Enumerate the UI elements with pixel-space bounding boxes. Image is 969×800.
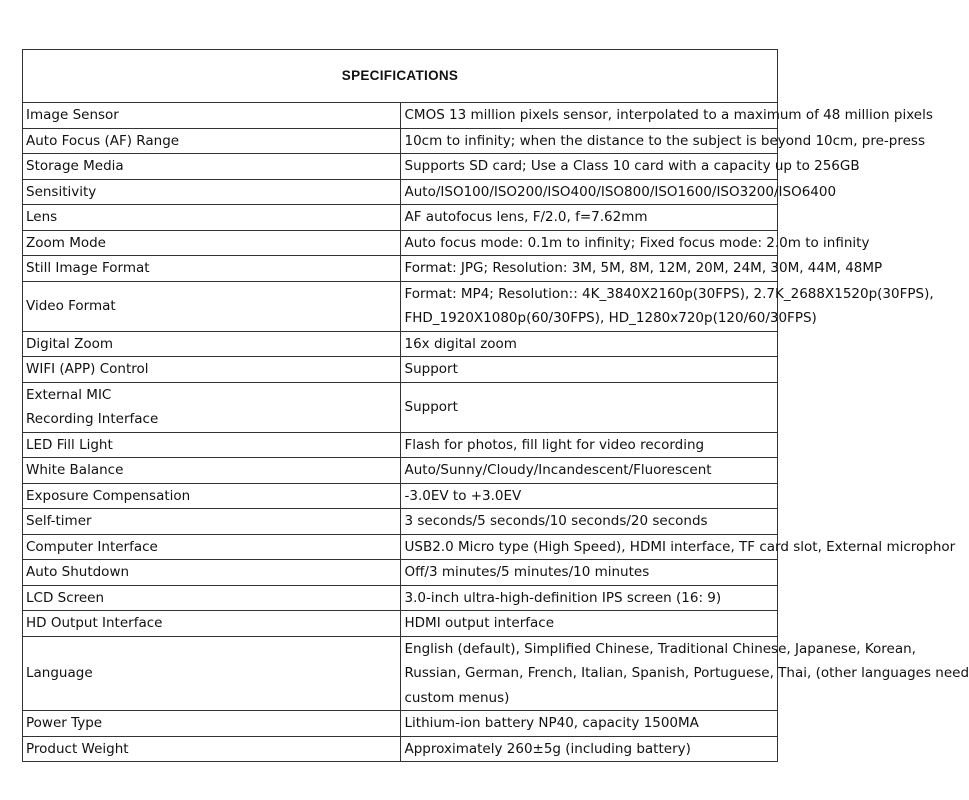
spec-label-line: HD Output Interface xyxy=(26,615,163,631)
spec-label-line: Zoom Mode xyxy=(26,234,106,251)
spec-label xyxy=(23,154,401,180)
table-row xyxy=(23,357,778,383)
spec-label-line: Language xyxy=(26,665,93,681)
spec-label-line: Lens xyxy=(26,209,58,225)
table-row xyxy=(23,230,778,256)
spec-label-line: LED Fill Light xyxy=(26,436,113,453)
table-row xyxy=(23,636,778,711)
spec-label-line: Storage Media xyxy=(26,158,124,174)
table-row xyxy=(23,483,778,509)
spec-value xyxy=(400,534,956,560)
spec-value-line: English (default), Simplified Chinese, Traditional Chinese, Japanese, Korean, xyxy=(404,640,916,657)
spec-label xyxy=(23,331,401,357)
spec-value xyxy=(400,382,778,432)
spec-label xyxy=(23,534,401,560)
spec-label-line: Auto Shutdown xyxy=(26,564,130,580)
spec-value xyxy=(400,585,778,611)
spec-value-line: Auto/ISO100/ISO200/ISO400/ISO800/ISO1600/ISO3200/ISO6400 xyxy=(404,183,837,200)
spec-label xyxy=(23,711,401,737)
spec-value-line: 3.0-inch ultra-high-definition IPS screen (16: 9) xyxy=(404,589,722,606)
spec-label xyxy=(23,230,401,256)
table-row xyxy=(23,458,778,484)
spec-label-line: Image Sensor xyxy=(26,107,119,123)
spec-value-line: -3.0EV to +3.0EV xyxy=(404,487,522,504)
table-row xyxy=(23,331,778,357)
spec-label-line: Video Format xyxy=(26,297,116,314)
spec-value-line: Format: MP4; Resolution:: 4K_3840X2160p(30FPS), 2.7K_2688X1520p(30FPS), xyxy=(404,285,934,302)
spec-value-line: Auto/Sunny/Cloudy/Incandescent/Fluorescent xyxy=(404,462,712,478)
spec-label xyxy=(23,483,401,509)
spec-value-line: 10cm to infinity; when the distance to the subject is beyond 10cm, pre-press xyxy=(404,132,925,149)
spec-value-line: Format: JPG; Resolution: 3M, 5M, 8M, 12M, 20M, 24M, 30M, 44M, 48MP xyxy=(404,260,883,276)
spec-value xyxy=(400,154,860,180)
spec-value xyxy=(400,357,778,383)
table-row xyxy=(23,256,778,282)
spec-value-line: Lithium-ion battery NP40, capacity 1500MA xyxy=(404,715,699,731)
table-row xyxy=(23,560,778,586)
spec-value-line: Support xyxy=(404,361,458,377)
spec-value xyxy=(400,205,778,231)
spec-label xyxy=(23,585,401,611)
table-row xyxy=(23,281,778,331)
table-row xyxy=(23,736,778,762)
spec-value xyxy=(400,711,778,737)
spec-label-line: White Balance xyxy=(26,462,124,478)
spec-label xyxy=(23,205,401,231)
spec-value-line: Auto focus mode: 0.1m to infinity; Fixed focus mode: 2.0m to infinity xyxy=(404,234,870,251)
spec-label xyxy=(23,611,401,637)
spec-label-line: Auto Focus (AF) Range xyxy=(26,132,180,149)
table-row xyxy=(23,128,778,154)
spec-value-line: HDMI output interface xyxy=(404,615,554,631)
spec-label xyxy=(23,432,401,458)
spec-value-line: USB2.0 Micro type (High Speed), HDMI interface, TF card slot, External microphor xyxy=(404,538,956,555)
table-row xyxy=(23,509,778,535)
spec-sheet xyxy=(22,49,969,762)
spec-label-line: Product Weight xyxy=(26,740,129,757)
spec-value-line: Supports SD card; Use a Class 10 card with a capacity up to 256GB xyxy=(404,158,860,174)
spec-value xyxy=(400,736,778,762)
table-row xyxy=(23,382,778,432)
spec-value-line: 3 seconds/5 seconds/10 seconds/20 seconds xyxy=(404,513,708,529)
spec-label-line: Digital Zoom xyxy=(26,335,113,352)
spec-label xyxy=(23,128,401,154)
spec-value xyxy=(400,509,778,535)
spec-label-line: WIFI (APP) Control xyxy=(26,361,149,377)
spec-value-line: custom menus) xyxy=(404,689,510,706)
spec-value xyxy=(400,230,870,256)
table-title: SPECIFICATIONS xyxy=(23,50,778,103)
spec-label xyxy=(23,382,401,432)
spec-value xyxy=(400,611,778,637)
spec-label xyxy=(23,736,401,762)
table-row xyxy=(23,205,778,231)
spec-value-line: Russian, German, French, Italian, Spanish, Portuguese, Thai, (other languages need xyxy=(404,665,969,681)
spec-value xyxy=(400,103,933,129)
spec-value xyxy=(400,128,925,154)
spec-value xyxy=(400,636,969,711)
spec-value-line: Approximately 260±5g (including battery) xyxy=(404,740,691,757)
specifications-table xyxy=(22,49,969,762)
spec-value xyxy=(400,256,883,282)
spec-label-line: Self-timer xyxy=(26,513,92,529)
spec-label xyxy=(23,509,401,535)
spec-value-line: AF autofocus lens, F/2.0, f=7.62mm xyxy=(404,209,648,225)
table-row xyxy=(23,611,778,637)
spec-label xyxy=(23,281,401,331)
spec-value-line: Flash for photos, fill light for video recording xyxy=(404,436,705,453)
spec-label xyxy=(23,560,401,586)
spec-label-line: Exposure Compensation xyxy=(26,487,191,504)
spec-value xyxy=(400,432,778,458)
spec-label xyxy=(23,458,401,484)
spec-value-line: 16x digital zoom xyxy=(404,335,517,352)
table-row xyxy=(23,154,778,180)
spec-value xyxy=(400,458,778,484)
spec-label xyxy=(23,636,401,711)
spec-label-line: Still Image Format xyxy=(26,260,150,276)
spec-value xyxy=(400,281,934,331)
title-row xyxy=(23,50,778,103)
spec-value xyxy=(400,483,778,509)
table-row xyxy=(23,711,778,737)
table-row xyxy=(23,432,778,458)
spec-value-line: Off/3 minutes/5 minutes/10 minutes xyxy=(404,564,650,580)
spec-label-line: External MIC xyxy=(26,386,112,403)
table-row xyxy=(23,534,778,560)
spec-label xyxy=(23,103,401,129)
spec-value xyxy=(400,560,778,586)
spec-value-line: FHD_1920X1080p(60/30FPS), HD_1280x720p(120/60/30FPS) xyxy=(404,310,817,326)
spec-label-line: LCD Screen xyxy=(26,589,105,606)
spec-label xyxy=(23,256,401,282)
spec-label-line: Power Type xyxy=(26,715,103,731)
spec-label-line: Sensitivity xyxy=(26,183,97,200)
spec-label-line: Computer Interface xyxy=(26,538,158,555)
table-row xyxy=(23,585,778,611)
spec-value-line: Support xyxy=(404,398,458,415)
spec-value-line: CMOS 13 million pixels sensor, interpolated to a maximum of 48 million pixels xyxy=(404,107,933,123)
spec-value xyxy=(400,179,837,205)
table-row xyxy=(23,103,778,129)
spec-value xyxy=(400,331,778,357)
spec-label-line: Recording Interface xyxy=(26,411,159,427)
table-row xyxy=(23,179,778,205)
spec-label xyxy=(23,179,401,205)
spec-label xyxy=(23,357,401,383)
